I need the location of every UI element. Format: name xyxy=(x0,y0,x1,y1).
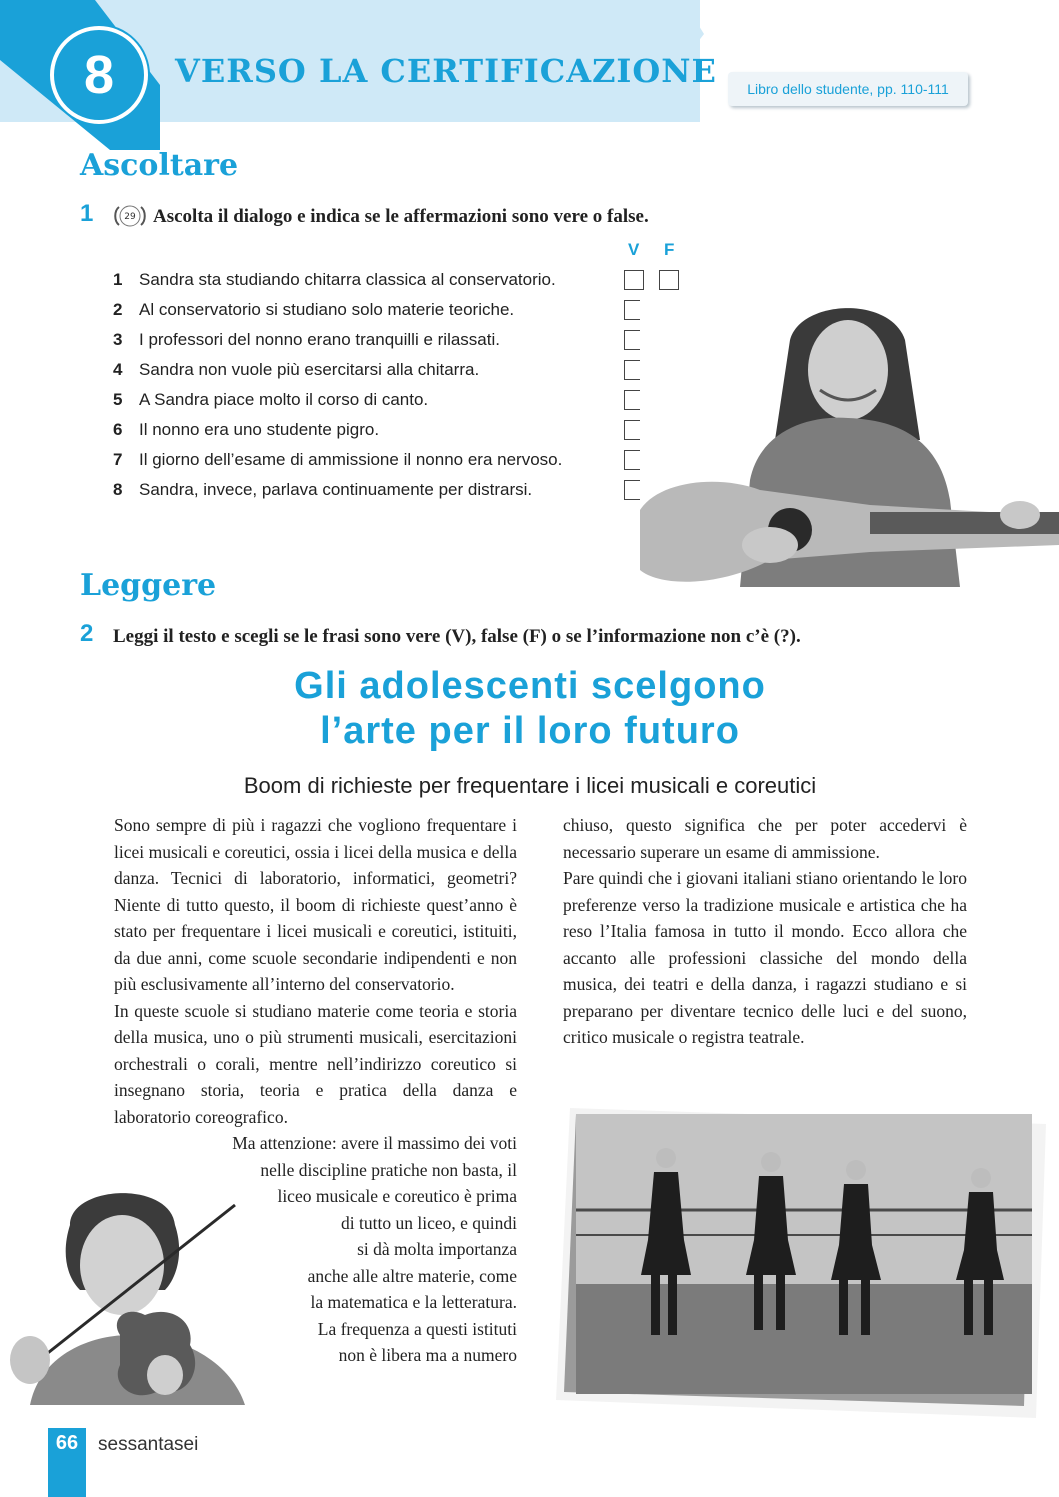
statement-number: 3 xyxy=(113,330,123,349)
page-number-word: sessantasei xyxy=(98,1434,199,1455)
wrap-line: liceo musicale e coreutico è prima xyxy=(277,1186,517,1206)
statement-text: Sandra, invece, parlava continuamente per distrarsi. xyxy=(139,480,533,499)
wrap-line: nelle discipline pratiche non basta, il xyxy=(260,1159,517,1180)
statement-item xyxy=(113,268,673,298)
statement-item xyxy=(113,358,673,388)
book-reference-label: Libro dello studente, pp. 110-111 xyxy=(728,72,968,106)
track-number: 29 xyxy=(124,212,136,222)
section-title-ascoltare: Ascoltare xyxy=(80,148,239,183)
page-number: 66 xyxy=(55,1432,79,1454)
wrap-line: non è libera ma a numero xyxy=(338,1345,517,1365)
statement-text: Al conservatorio si studiano solo materie teoriche. xyxy=(139,300,515,319)
statement-number: 1 xyxy=(113,270,123,289)
photo-boy-with-violin xyxy=(0,1185,255,1405)
wrap-line: anche alle altre materie, come xyxy=(307,1265,517,1286)
statement-text: Sandra sta studiando chitarra classica al conservatorio. xyxy=(139,270,556,289)
wrap-line: Ma attenzione: avere il massimo dei voti xyxy=(232,1133,517,1153)
statement-item xyxy=(113,388,673,418)
statement-list xyxy=(113,268,673,508)
article-headline-line-1: Gli adolescenti scelgono xyxy=(294,665,766,707)
article-paragraph: Pare quindi che i giovani italiani stiano orientando le loro preferenze verso la tradizione musicale e artistica che ha reso l’Italia famosa in tutto il mondo. Ecco allora che accanto alle professioni classiche del mondo della musica, dei teatri e della danza, i ragazzi studiano e si preparano per diventare tecnico delle luci e del suono, critico musicale o registra teatrale. xyxy=(563,868,967,1047)
article-paragraph: Sono sempre di più i ragazzi che vogliono frequentare i licei musicali e coreutici, ossia i licei della musica e della danza. Tecnici di laboratorio, informatici, geometri? Niente di tutto questo, il boom di richieste quest’anno è stato per frequentare i licei musicali e coreutici, istituiti, da due anni, come scuole secondarie indipendenti e non più esclusivamente all’interno del conservatorio. xyxy=(114,815,517,994)
statement-item xyxy=(113,418,673,448)
article-subheadline: Boom di richieste per frequentare i licei musicali e coreutici xyxy=(243,773,817,798)
checkbox-true[interactable] xyxy=(624,270,644,290)
statement-item xyxy=(113,328,673,358)
statement-number: 2 xyxy=(113,300,123,319)
statement-item xyxy=(113,478,673,508)
checkbox-false[interactable] xyxy=(659,270,679,290)
photo-girl-with-guitar xyxy=(640,300,1059,587)
exercise-instruction: Leggi il testo e scegli se le frasi sono vere (V), false (F) o se l’informazione non c’è (?). xyxy=(113,626,801,647)
article-paragraph: chiuso, questo significa che per poter accedervi è necessario superare un esame di ammissione. xyxy=(563,815,967,862)
statement-text: Il nonno era uno studente pigro. xyxy=(139,420,380,439)
statement-item xyxy=(113,448,673,478)
photo-dance-class xyxy=(556,1100,1056,1418)
article-paragraph: In queste scuole si studiano materie come teoria e storia della musica, uno o più strumenti musicali, esercitazioni orchestrali o corali, mentre nell’indirizzo coreutico si insegnano storia, teoria e pratica della danza e laboratorio coreografico. xyxy=(114,1000,517,1127)
statement-text: A Sandra piace molto il corso di canto. xyxy=(139,390,429,409)
statement-number: 7 xyxy=(113,450,123,469)
statement-number: 8 xyxy=(113,480,123,499)
exercise-instruction: Ascolta il dialogo e indica se le affermazioni sono vere o false. xyxy=(153,206,649,227)
column-header-true: V xyxy=(628,240,640,259)
article-headline-line-2: l’arte per il loro futuro xyxy=(320,710,740,752)
statement-text: I professori del nonno erano tranquilli e rilassati. xyxy=(139,330,500,349)
wrap-line: si dà molta importanza xyxy=(357,1239,517,1259)
statement-item xyxy=(113,298,673,328)
statement-text: Sandra non vuole più esercitarsi alla chitarra. xyxy=(139,360,480,379)
chapter-number-badge: 8 xyxy=(50,26,148,124)
statement-number: 5 xyxy=(113,390,123,409)
exercise-number: 2 xyxy=(80,620,94,647)
statement-number: 4 xyxy=(113,360,123,379)
wrap-line: di tutto un liceo, e quindi xyxy=(341,1212,517,1233)
audio-track-icon[interactable] xyxy=(113,203,147,229)
statement-number: 6 xyxy=(113,420,123,439)
section-title-leggere: Leggere xyxy=(80,568,217,603)
wrap-line: la matematica e la letteratura. xyxy=(310,1292,517,1312)
article-right-column xyxy=(563,812,967,1051)
column-header-false: F xyxy=(664,240,675,259)
chapter-title: VERSO LA CERTIFICAZIONE xyxy=(175,52,717,90)
exercise-number: 1 xyxy=(80,200,94,227)
wrap-line: La frequenza a questi istituti xyxy=(317,1318,517,1339)
statement-text: Il giorno dell’esame di ammissione il nonno era nervoso. xyxy=(139,450,563,469)
